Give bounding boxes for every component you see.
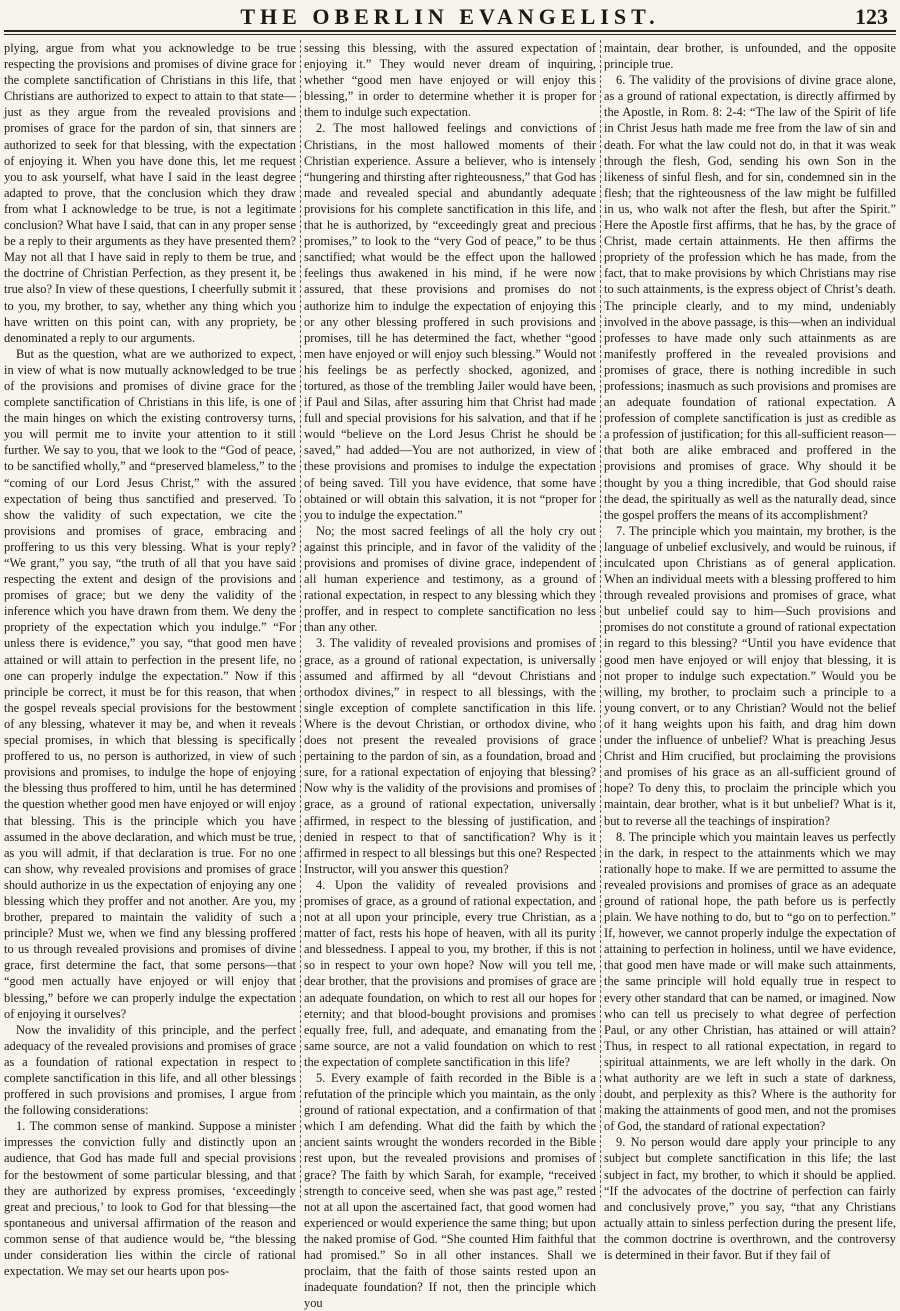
column-1 bbox=[4, 40, 296, 1279]
paragraph: 2. The most hallowed feelings and convictions of Christians, in the most hallowed moments of their Christian experience. Assure a believer, who is intensely “hungering and thirsting after righteousness,” that God has made and revealed special and abundantly adequate provisions for his complete sanctification in this life, and that he is authorized, by “exceedingly great and precious promises,” to look to the “very God of peace,” to be thus sanctified; what would be the effect upon the hallowed feelings thus awakened in his mind, if he were now assured, that these provisions and promises do not authorize him to indulge the expectation of enjoying this or any other blessing proffered in such provisions and promises, till he has determined the fact, whether “good men have enjoyed or will enjoy such blessing.” Would not his feelings be as perfectly shocked, agonized, and tortured, as those of the trembling Jailer would have been, if Paul and Silas, after assuring him that Christ had made full and special provisions for his salvation, and that if he would “believe on the Lord Jesus Christ he should be saved,” had added—You are not authorized, in view of these provisions and promises to indulge the expectation of being saved. Till you have evidence, that some have obtained or will obtain this salvation, it is not “proper for you to indulge the expectation.” bbox=[304, 121, 596, 522]
paragraph: 8. The principle which you maintain leaves us perfectly in the dark, in respect to the attainments which we may rationally hope to make. If we are permitted to assume the revealed provisions and promises of grace as an adequate ground of rational hope, the path before us is perfectly plain. We have nothing to do, but to “go on to perfection.” If, however, we cannot properly indulge the expectation of attaining to perfection in holiness, until we have evidence, that good men have made or will make such attainments, the same principle will hold equally true in respect to every other standard that can be named, or imagined. Now who can tell us precisely to what degree of perfection Paul, or any other Christian, has attained or will attain? Thus, in respect to all rational expectation, in regard to spiritual attainments, we are left wholly in the dark. On what authority are we left in such a state of darkness, doubt, and perplexity as this? Where is the authority for making the attainments of good men, and not the promises of God, the standard of rational expectation? bbox=[604, 829, 896, 1134]
paragraph: maintain, dear brother, is unfounded, and the opposite principle true. bbox=[604, 41, 896, 72]
paragraph: 9. No person would dare apply your principle to any subject but complete sanctification in this life; the last subject in fact, my brother, to which it should be applied. “If the advocates of the doctrine of perfection can fairly and conclusively prove,” you say, “that any Christians actually attain to sinless perfection during the present life, the common doctrine is overthrown, and the controversy is determined in their favor. But if they fail of bbox=[604, 1135, 896, 1263]
paragraph: 4. Upon the validity of revealed provisions and promises of grace, as a ground of rational expectation, and not at all upon your principle, every true Christian, as a matter of fact, rests his hope of heaven, with all its purity and blessedness. I appeal to you, my brother, if this is not so in respect to your own hope? Now will you tell me, dear brother, that the provisions and promises of grace are an adequate foundation, on which to rest all our hopes for eternity; and that blood-bought provisions and promises equally free, full, and adequate, and emanating from the same source, are not a valid foundation on which to rest the expectation of complete sanctification in this life? bbox=[304, 877, 596, 1069]
paragraph: 5. Every example of faith recorded in the Bible is a refutation of the principle which you maintain, as the only ground of rational expectation, and a confirmation of that which I am defending. What did the faith by which the ancient saints wrought the wonders recorded in the Bible rest upon, but the revealed provisions and promises of grace? The faith by which Sarah, for example, “received strength to conceive seed, when she was past age,” rested not at all upon the ascertained fact, that good women had experienced or would experience the same thing; but upon the naked promise of God. “She counted Him faithful that had promised.” So in all other instances. Shall we proclaim, that the faith of those saints rested upon an inadequate foundation? If not, then the principle which you bbox=[304, 1071, 596, 1311]
paragraph: sessing this blessing, with the assured expectation of enjoying it.” They would never dream of inquiring, whether “good men have enjoyed or will enjoy this blessing,” in order to determine whether it is proper for them to indulge such expectation. bbox=[304, 41, 596, 120]
column-divider bbox=[600, 40, 601, 1198]
paragraph: No; the most sacred feelings of all the holy cry out against this principle, and in favor of the validity of the provisions and promises of divine grace, independent of all human experience and testimony, as a ground of rational expectation, in respect to any blessing which they proffer, and in respect to complete sanctification no less than any other. bbox=[304, 523, 596, 635]
page-number: 123 bbox=[855, 4, 888, 29]
paragraph: 3. The validity of revealed provisions and promises of grace, as a ground of rational expectation, is universally assumed and affirmed by all “devout Christians and orthodox divines,” in respect to all blessings, with the single exception of complete sanctification in this life. Where is the devout Christian, or orthodox divine, who does not present the revealed provisions of grace pertaining to the pardon of sin, as a foundation, broad and sure, for a rational expectation of enjoying that blessing? Now why is the validity of the provisions and promises of grace, as a ground of rational expectation, universally affirmed, in respect to the blessing of justification, and denied in respect to that of sanctification? Why is it affirmed in respect to all blessings but this one? Respected Instructor, will you answer this question? bbox=[304, 636, 596, 876]
paragraph: 6. The validity of the provisions of divine grace alone, as a ground of rational expectation, is directly affirmed by the Apostle, in Rom. 8: 2-4: “The law of the Spirit of life in Christ Jesus hath made me free from the law of sin and death. For what the law could not do, in that it was weak through the flesh, God, sending his own Son in the likeness of sinful flesh, and for sin, condemned sin in the flesh; that the righteousness of the law might be fulfilled in us, who walk not after the flesh, but after the Spirit.” Here the Apostle first affirms, that he has, by the grace of Christ, made certain attainments. He then affirms the propriety of the profession which he has made, from the fact, that to make provisions by which Christians may rise to such attainments, is the express object of Christ’s death. The principle clearly, and to my mind, undeniably involved in the above passage, is this—when an individual professes to have made only such attainments as are manifestly proffered in the revealed provisions and promises of grace, there is nothing incredible in such professions; inasmuch as such provisions and promises are an adequate foundation of rational expectation. A profession of complete sanctification is just as credible as a profession of justification; for this all-sufficient reason—that both are alike embraced and proffered in the provisions and promises of grace. Why should it be thought by you a thing incredible, that God should raise the dead, the spiritually as well as the naturally dead, since the gospel proffers the means of its accomplishment? bbox=[604, 73, 896, 522]
paragraph: But as the question, what are we authorized to expect, in view of what is now mutually acknowledged to be true of the provisions and promises of divine grace for the complete sanctification of Christians in this life, is one of the main hinges on which the existing controversy turns, you will permit me to invite your attention to it still further. We say to you, that we look to the “God of peace, to be sanctified wholly,” and “preserved blameless,” to the “coming of our Lord Jesus Christ,” with the assured expectation of being thus sanctified and preserved. To show the validity of such expectation, we cite the provisions and promises of grace, embracing and proffering to us this very blessing. What is your reply? “We grant,” you say, “the truth of all that you have said respecting the extent and design of the provisions and promises of grace; but we deny the validity of the inference which you have drawn from them. We deny the propriety of the expectation which you indulge.” “For unless there is evidence,” you say, “that good men have attained or will attain to perfection in the present life, no one can properly indulge the expectation.” Now if this principle be correct, it must be for this reason, that when the gospel reveals special provisions for the bestowment of any blessing, whatever it may be, and when it reveals special promises, in which that blessing is specifically proffered to us, no person is authorized, in view of such provisions and promises, to indulge the hope of enjoying the blessing thus proffered to him, until he has determined the question whether good men have enjoyed or will enjoy that blessing. This is the principle which you have assumed in the above declaration, and which must be true, as you will admit, if that declaration is true. For no one can show, why revealed provisions and promises of grace should authorize in us the expectation of enjoying any one blessing which they proffer and not another. Are you, my brother, prepared to maintain the validity of such a principle? Must we, when we find any blessing proffered to us through revealed provisions and promises of divine grace, first determine the fact, that some persons—that “good men actually have enjoyed or will enjoy that blessing,” before we can properly indulge the expectation of enjoying it ourselves? bbox=[4, 346, 296, 1021]
column-divider bbox=[300, 40, 301, 1198]
paragraph: 1. The common sense of mankind. Suppose a minister impresses the conviction fully and distinctly upon an audience, that God has made full and special provisions for the bestowment of some particular blessing, and that they are authorized by express promises, ‘exceedingly great and precious,’ to look to God for that blessing—the spontaneous and universal affirmation of the reason and common sense of that audience would be, “the blessing under consideration lies within the circle of rational expectation. We may set our hearts upon pos- bbox=[4, 1119, 296, 1279]
column-3 bbox=[604, 40, 896, 1263]
paragraph: plying, argue from what you acknowledge to be true respecting the provisions and promises of divine grace for the complete sanctification of Christians in this life, that Christians are authorized to expect to attain to that state—just as they argue from the revealed provisions and promises of grace for the pardon of sin, that sinners are authorized to seek for that blessing, with the expectation of enjoying it. When you have done this, let me request you to ask yourself, what have I said in the least degree adapted to prove, that the conclusion which they draw from what I acknowledge to be true, is not a legitimate conclusion? What have I said, that can in any proper sense be a reply to their arguments as they have presented them? May not all that I have said in reply to them be true, and the doctrine of Christian Perfection, as they present it, be true also? In view of these questions, I cheerfully submit it to you, my brother, to say, whether any thing which you have written on this point can, with any propriety, be denominated a reply to our arguments. bbox=[4, 41, 296, 345]
column-2 bbox=[304, 40, 596, 1311]
header-rule-thin bbox=[4, 34, 896, 35]
masthead-title: THE OBERLIN EVANGELIST. bbox=[240, 4, 660, 29]
masthead bbox=[0, 2, 900, 28]
paragraph: 7. The principle which you maintain, my brother, is the language of unbelief exclusively, and would be ruinous, if inculcated upon Christians as of general application. When an individual meets with a blessing proffered to him through revealed provisions and promises of grace, what but unbelief could say to him—Such provisions and promises do not constitute a ground of rational expectation in regard to this blessing? “Until you have evidence that good men have enjoyed or will enjoy that blessing, it is not proper to indulge such expectation.” Would you be willing, my brother, to proclaim such a principle to a young convert, or to any Christian? Would not the belief of it hang weights upon his faith, and drag him down under the influence of unbelief? What is preaching Jesus Christ and Him crucified, but proclaiming the provisions and promises of his grace as an all-sufficient ground of hope? To deny this, to proclaim the principle which you maintain, dear brother, what is it but unbelief? What is it, but to reverse all the teachings of inspiration? bbox=[604, 523, 896, 828]
text-columns bbox=[4, 40, 896, 1311]
paragraph: Now the invalidity of this principle, and the perfect adequacy of the revealed provisions and promises of grace as a foundation of rational expectation in respect to complete sanctification in this life, and all other blessings proffered in such provisions and promises, I argue from the following considerations: bbox=[4, 1022, 296, 1118]
header-rule bbox=[4, 30, 896, 32]
